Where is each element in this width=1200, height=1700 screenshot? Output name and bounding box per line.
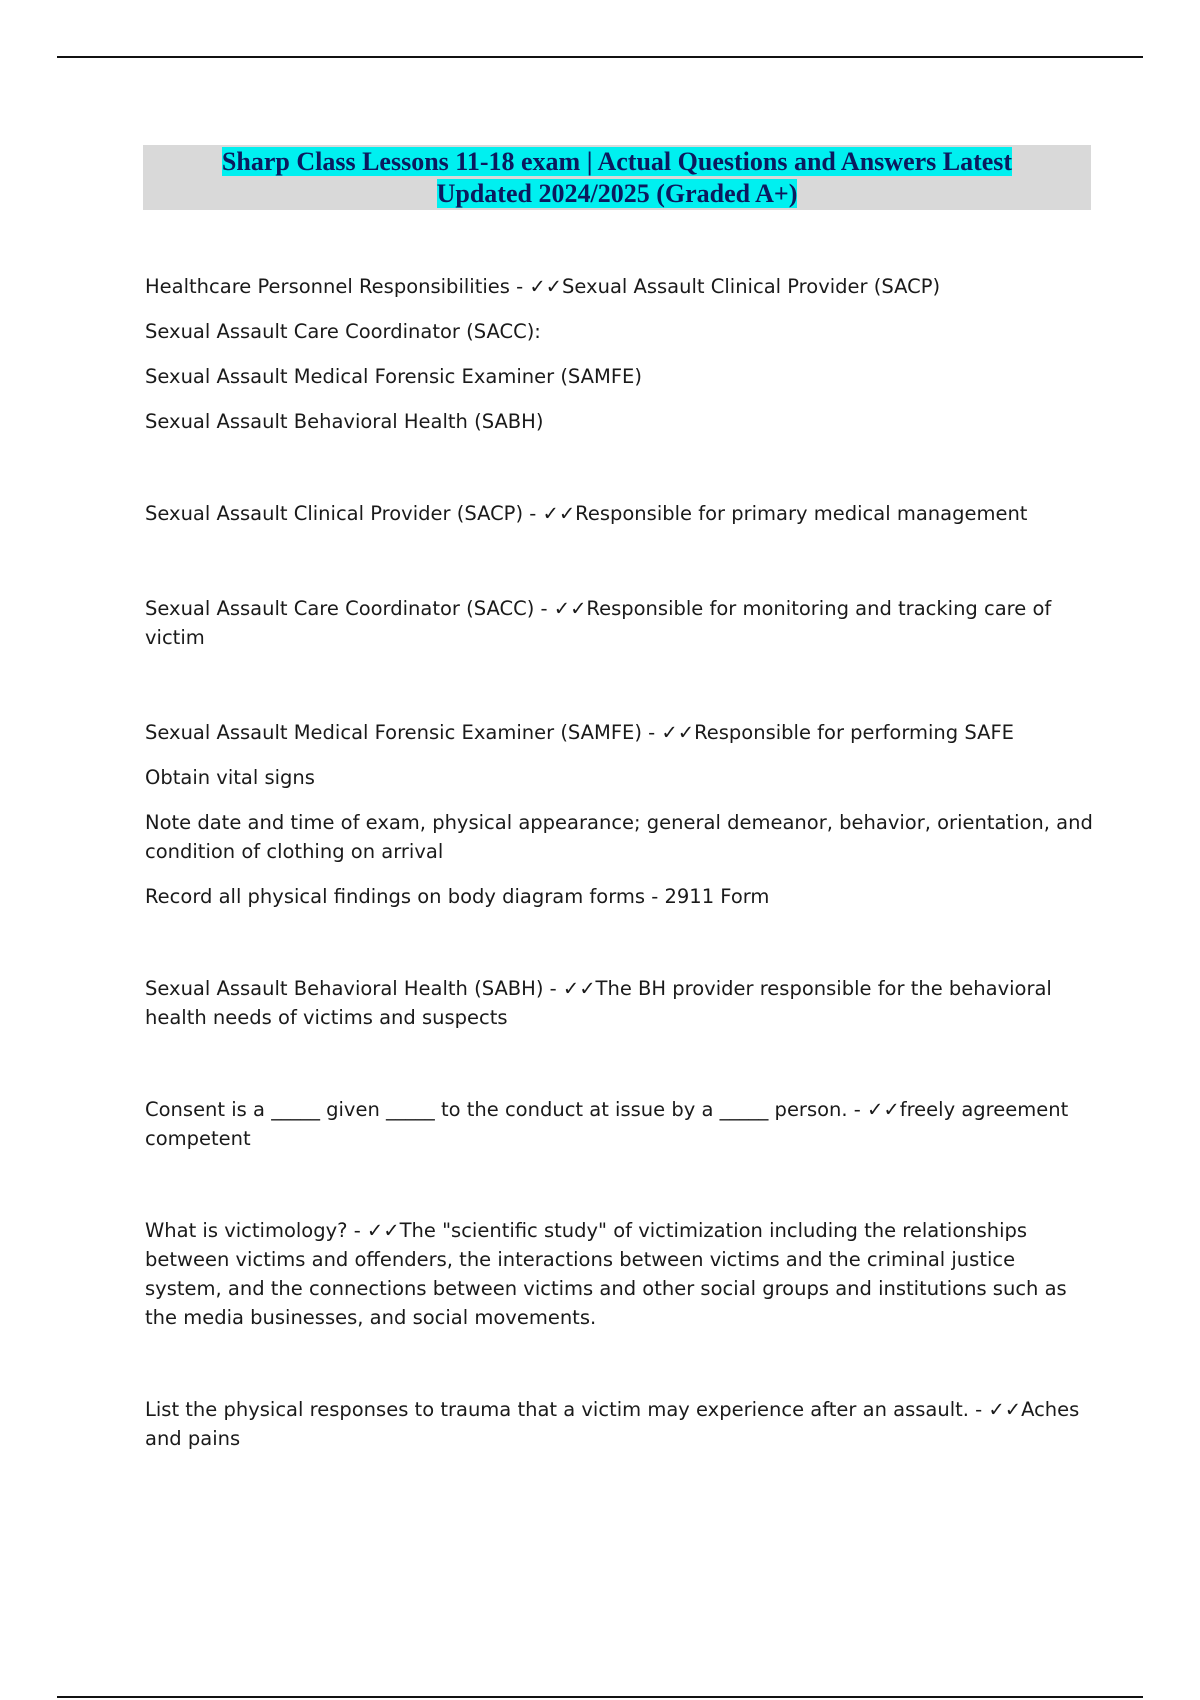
- qa-line: Record all physical findings on body diagram forms - 2911 Form: [145, 885, 770, 908]
- top-rule: [57, 56, 1143, 58]
- document-title: [177, 146, 1057, 210]
- qa-line: Note date and time of exam, physical appearance; general demeanor, behavior, orientation, and condition of clothing on arrival: [145, 811, 1093, 863]
- qa-line: Sexual Assault Medical Forensic Examiner (SAMFE): [145, 365, 642, 388]
- qa-line: List the physical responses to trauma that a victim may experience after an assault. - ✓✓Aches and pains: [145, 1398, 1080, 1450]
- document-body: [145, 272, 1095, 1469]
- qa-line: Sexual Assault Behavioral Health (SABH): [145, 410, 544, 433]
- qa-line: What is victimology? - ✓✓The "scientific study" of victimization including the relationships between victims and offenders, the interactions between victims and the criminal justice system, and the connections between victims and other social groups and institutions such as the media businesses, and social movements.: [145, 1219, 1067, 1329]
- qa-line: Sexual Assault Care Coordinator (SACC) - ✓✓Responsible for monitoring and tracking care of victim: [145, 597, 1052, 649]
- qa-line: Sexual Assault Behavioral Health (SABH) - ✓✓The BH provider responsible for the behavioral health needs of victims and suspects: [145, 977, 1052, 1029]
- qa-line: Sexual Assault Medical Forensic Examiner (SAMFE) - ✓✓Responsible for performing SAFE: [145, 721, 1014, 744]
- qa-line: Obtain vital signs: [145, 766, 315, 789]
- qa-line: Consent is a _____ given _____ to the conduct at issue by a _____ person. - ✓✓freely agreement competent: [145, 1098, 1069, 1150]
- title-box: [143, 145, 1091, 210]
- bottom-rule: [57, 1696, 1143, 1698]
- qa-line: Healthcare Personnel Responsibilities - ✓✓Sexual Assault Clinical Provider (SACP): [145, 275, 941, 298]
- document-title-text: Sharp Class Lessons 11-18 exam | Actual Questions and Answers Latest Updated 2024/2025 (Graded A+): [221, 146, 1013, 208]
- qa-line: Sexual Assault Clinical Provider (SACP) - ✓✓Responsible for primary medical management: [145, 502, 1028, 525]
- qa-line: Sexual Assault Care Coordinator (SACC):: [145, 320, 541, 343]
